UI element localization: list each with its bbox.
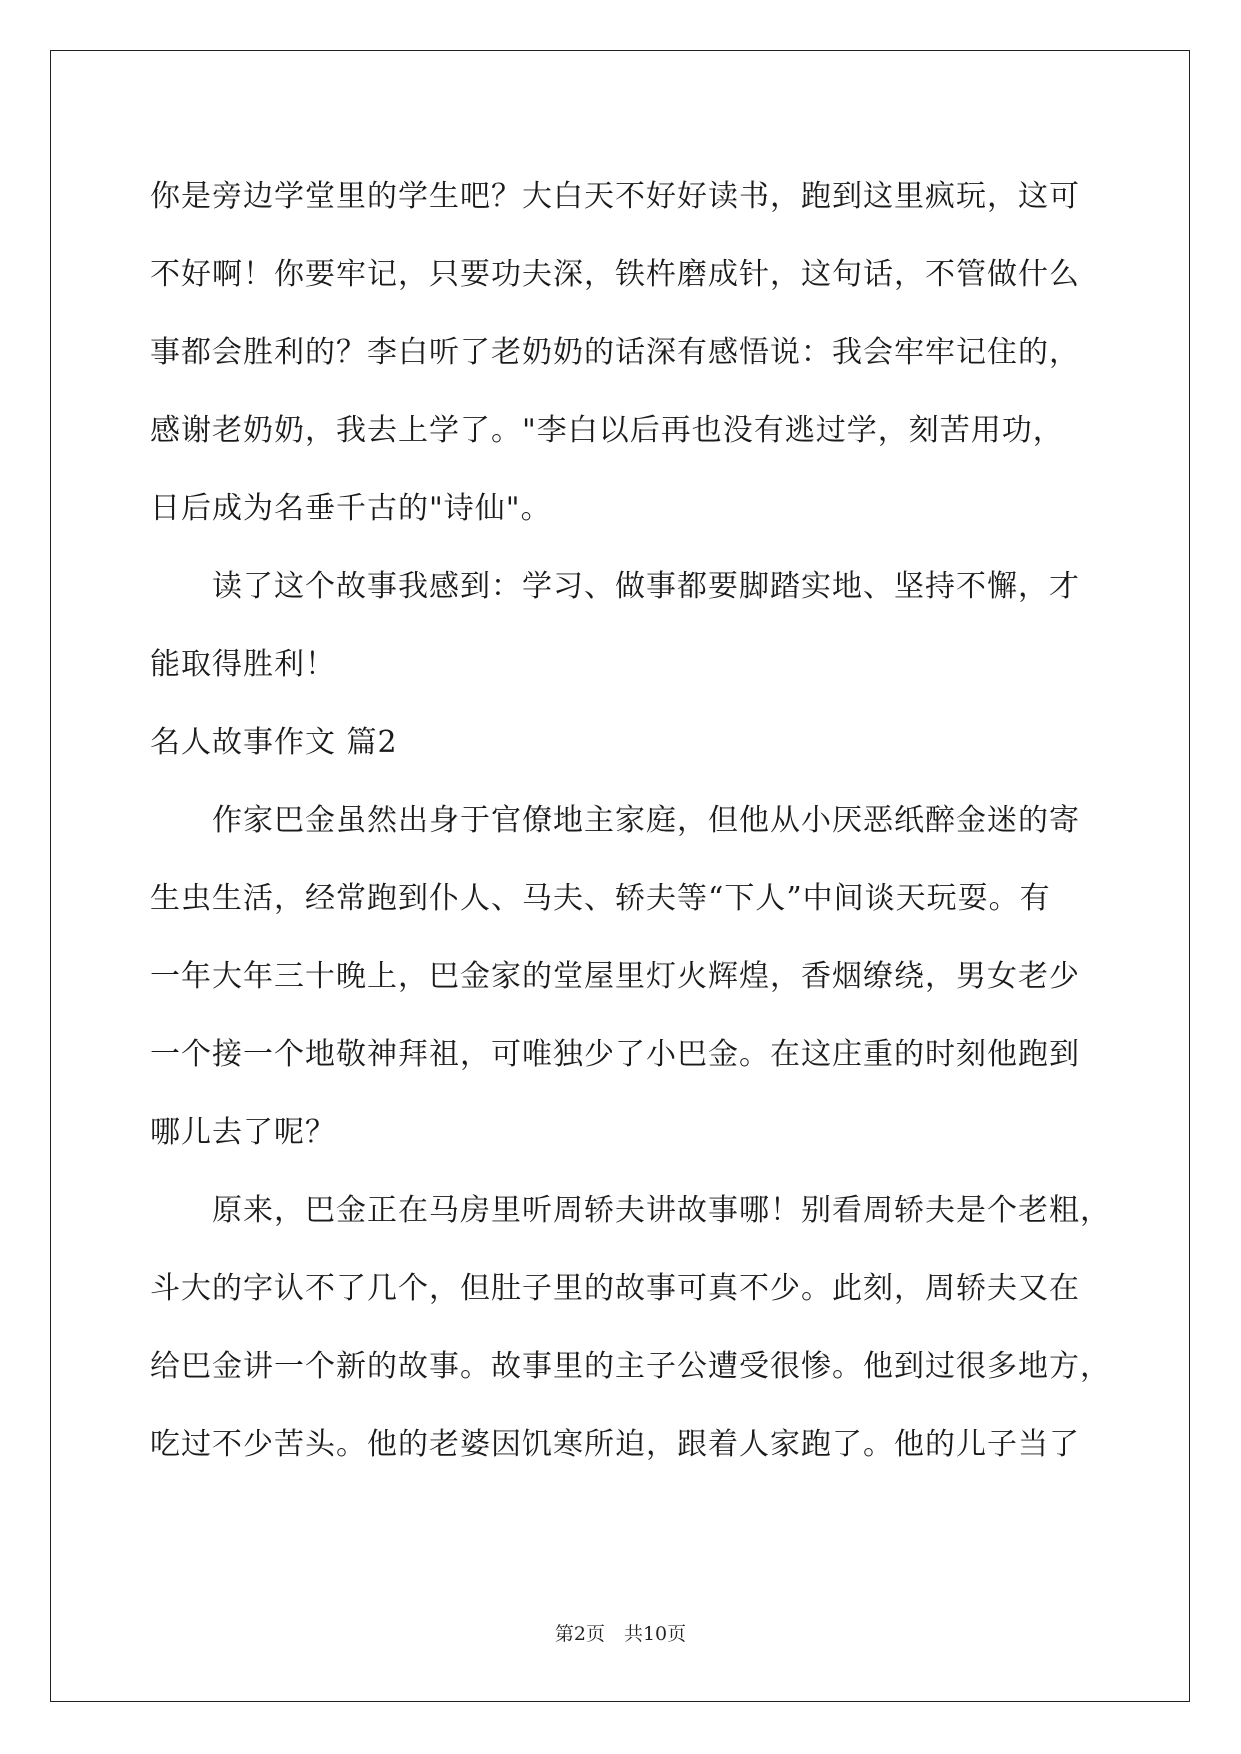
text-line: 作家巴金虽然出身于官僚地主家庭，但他从小厌恶纸醉金迷的寄 — [212, 803, 1080, 838]
text-line: 读了这个故事我感到：学习、做事都要脚踏实地、坚持不懈，才 — [212, 569, 1080, 604]
page-number: 第2页 共10页 — [554, 1623, 687, 1645]
text-line: 给巴金讲一个新的故事。故事里的主子公遭受很惨。他到过很多地方， — [150, 1349, 1111, 1384]
text-line: 斗大的字认不了几个，但肚子里的故事可真不少。此刻，周轿夫又在 — [150, 1271, 1080, 1306]
section-heading: 名人故事作文 篇2 — [150, 725, 398, 760]
text-line: 感谢老奶奶，我去上学了。"李白以后再也没有逃过学，刻苦用功， — [150, 413, 1064, 448]
text-line: 不好啊！你要牢记，只要功夫深，铁杵磨成针，这句话，不管做什么 — [150, 257, 1080, 292]
text-line: 日后成为名垂千古的"诗仙"。 — [150, 491, 552, 526]
text-line: 一个接一个地敬神拜祖，可唯独少了小巴金。在这庄重的时刻他跑到 — [150, 1037, 1080, 1072]
text-line: 能取得胜利！ — [150, 647, 336, 682]
document-body — [150, 158, 1111, 1484]
text-line: 原来，巴金正在马房里听周轿夫讲故事哪！别看周轿夫是个老粗， — [212, 1193, 1111, 1228]
text-line: 事都会胜利的？李白听了老奶奶的话深有感悟说：我会牢牢记住的， — [150, 335, 1080, 370]
text-line: 哪儿去了呢？ — [150, 1115, 336, 1150]
text-line: 生虫生活，经常跑到仆人、马夫、轿夫等“下人”中间谈天玩耍。有 — [150, 881, 1051, 916]
text-line: 一年大年三十晚上，巴金家的堂屋里灯火辉煌，香烟缭绕，男女老少 — [150, 959, 1080, 994]
text-line: 吃过不少苦头。他的老婆因饥寒所迫，跟着人家跑了。他的儿子当了 — [150, 1427, 1080, 1462]
text-line: 你是旁边学堂里的学生吧？大白天不好好读书，跑到这里疯玩，这可 — [150, 179, 1080, 214]
